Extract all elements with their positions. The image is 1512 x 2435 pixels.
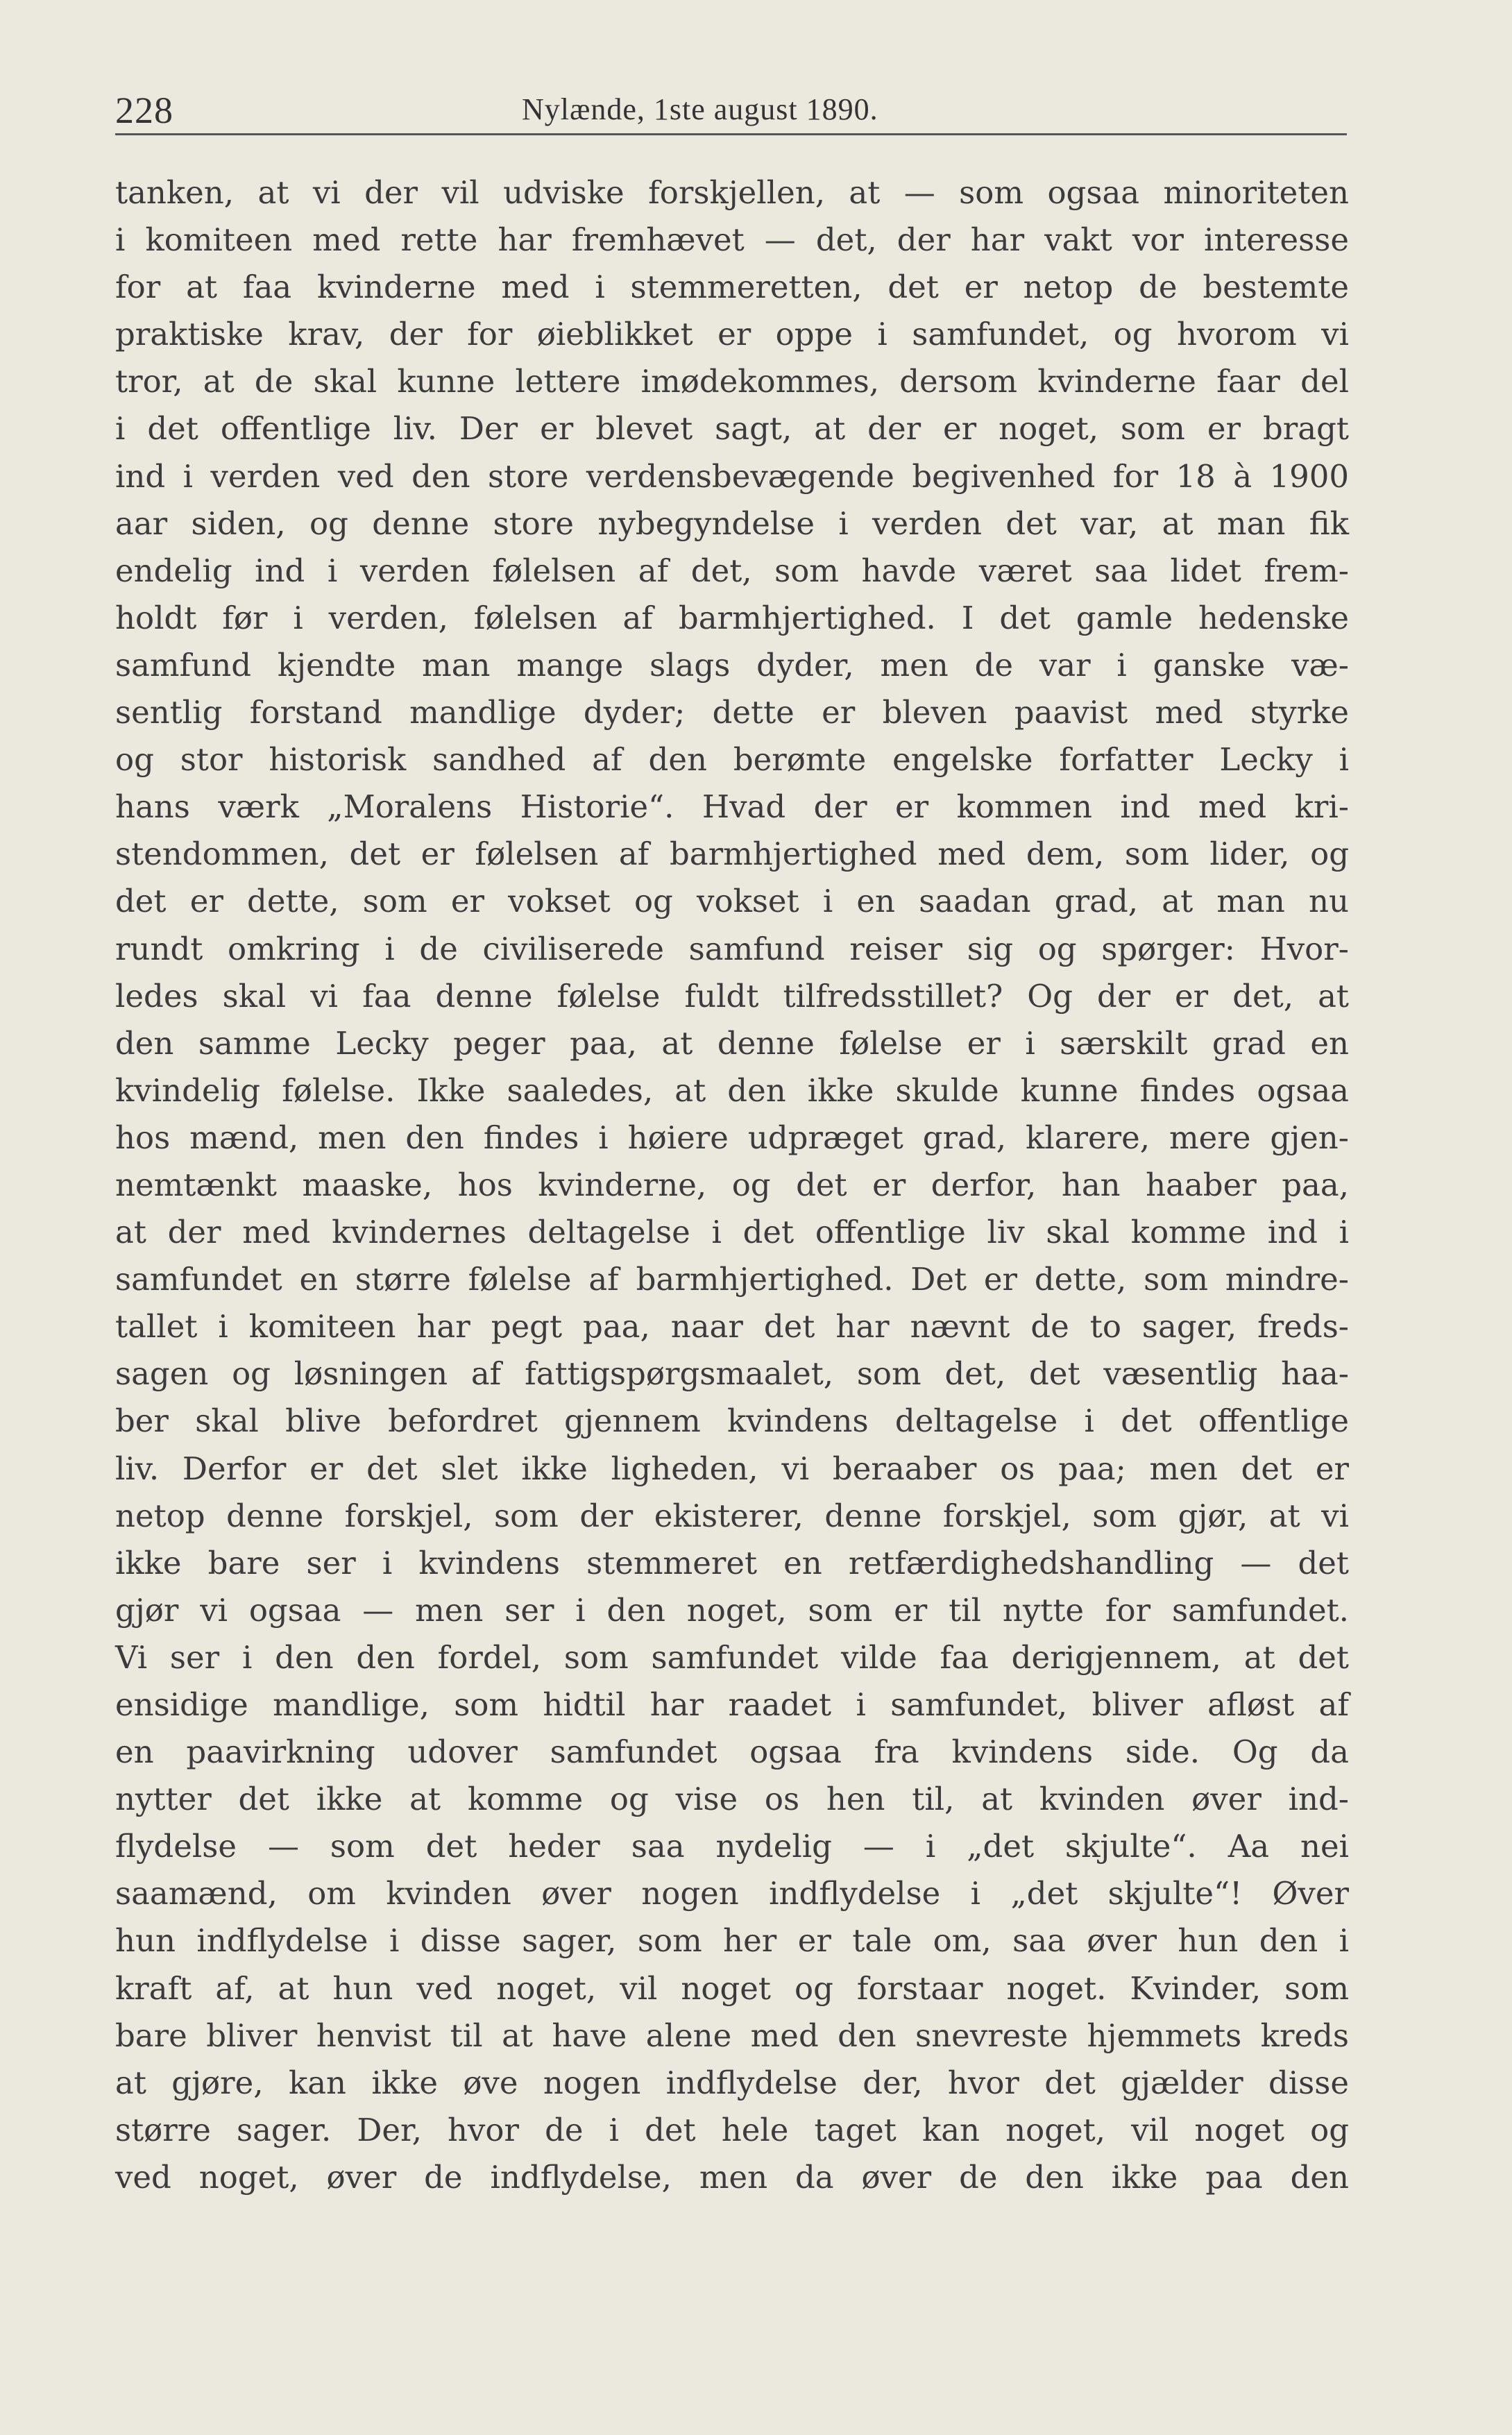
text-line: ensidige mandlige, som hidtil har raadet i samfundet, bliver afløst af [115,1686,1349,1723]
running-head: Nylænde, 1ste august 1890. [522,92,878,126]
text-line: tror, at de skal kunne lettere imødekommes, dersom kvinderne faar del [115,363,1349,400]
text-line: sagen og løsningen af fattigspørgsmaalet, som det, det væsentlig haa- [115,1355,1349,1393]
text-line: den samme Lecky peger paa, at denne følelse er i særskilt grad en [115,1024,1349,1062]
text-line: at gjøre, kan ikke øve nogen indflydelse der, hvor det gjælder disse [115,2064,1349,2101]
text-line: endelig ind i verden følelsen af det, som havde været saa lidet frem- [115,552,1349,589]
text-line: Vi ser i den den fordel, som samfundet vilde faa derigjennem, at det [115,1638,1349,1676]
text-line: samfundet en større følelse af barmhjertighed. Det er dette, som mindre- [115,1261,1349,1298]
text-line: rundt omkring i de civiliserede samfund reiser sig og spørger: Hvor- [115,930,1349,967]
text-line: sentlig forstand mandlige dyder; dette er bleven paavist med styrke [115,694,1349,731]
text-line: flydelse — som det heder saa nydelig — i „det skjulte“. Aa nei [115,1828,1349,1865]
text-line: kvindelig følelse. Ikke saaledes, at den ikke skulde kunne findes ogsaa [115,1071,1349,1109]
text-line: ved noget, øver de indflydelse, men da øver de den ikke paa den [115,2158,1349,2196]
text-line: i det offentlige liv. Der er blevet sagt, at der er noget, som er bragt [115,410,1349,448]
text-line: holdt før i verden, følelsen af barmhjertighed. I det gamle hedenske [115,599,1349,636]
text-line: nytter det ikke at komme og vise os hen til, at kvinden øver ind- [115,1781,1349,1818]
text-line: aar siden, og denne store nybegyndelse i verden det var, at man fik [115,504,1349,542]
text-line: det er dette, som er vokset og vokset i en saadan grad, at man nu [115,883,1349,920]
text-line: kraft af, at hun ved noget, vil noget og forstaar noget. Kvinder, som [115,1969,1349,2007]
page-number: 228 [115,90,173,131]
page-header [115,85,1347,133]
text-line: tanken, at vi der vil udviske forskjellen, at — som ogsaa minoriteten [115,174,1349,211]
text-line: hos mænd, men den findes i høiere udpræget grad, klarere, mere gjen- [115,1119,1349,1156]
text-line: saamænd, om kvinden øver nogen indflydelse i „det skjulte“! Øver [115,1875,1349,1912]
text-line: større sager. Der, hvor de i det hele taget kan noget, vil noget og [115,2111,1349,2148]
text-line: for at faa kvinderne med i stemmeretten, det er netop de bestemte [115,269,1349,306]
text-line: netop denne forskjel, som der ekisterer, denne forskjel, som gjør, at vi [115,1497,1349,1534]
text-line: tallet i komiteen har pegt paa, naar det har nævnt de to sager, freds- [115,1308,1349,1346]
text-line: at der med kvindernes deltagelse i det offentlige liv skal komme ind i [115,1214,1349,1251]
text-line: ikke bare ser i kvindens stemmeret en retfærdighedshandling — det [115,1544,1349,1581]
text-line: og stor historisk sandhed af den berømte engelske forfatter Lecky i [115,741,1349,779]
text-line: stendommen, det er følelsen af barmhjertighed med dem, som lider, og [115,835,1349,873]
text-line: nemtænkt maaske, hos kvinderne, og det er derfor, han haaber paa, [115,1166,1349,1203]
text-line: samfund kjendte man mange slags dyder, men de var i ganske væ- [115,646,1349,684]
text-line: liv. Derfor er det slet ikke ligheden, vi beraaber os paa; men det er [115,1450,1349,1487]
text-line: ind i verden ved den store verdensbevægende begivenhed for 18 à 1900 [115,457,1349,495]
text-line: en paavirkning udover samfundet ogsaa fra kvindens side. Og da [115,1733,1349,1771]
text-line: praktiske krav, der for øieblikket er oppe i samfundet, og hvorom vi [115,316,1349,353]
text-line: ledes skal vi faa denne følelse fuldt tilfredsstillet? Og der er det, at [115,977,1349,1015]
text-line: i komiteen med rette har fremhævet — det, der har vakt vor interesse [115,221,1349,259]
body-text [115,169,1349,2201]
header-rule [115,133,1347,135]
text-line: bare bliver henvist til at have alene med den snevreste hjemmets kreds [115,2017,1349,2054]
text-line: ber skal blive befordret gjennem kvindens deltagelse i det offentlige [115,1402,1349,1440]
text-line: hun indflydelse i disse sager, som her er tale om, saa øver hun den i [115,1922,1349,1960]
text-line: hans værk „Moralens Historie“. Hvad der er kommen ind med kri- [115,788,1349,826]
text-line: gjør vi ogsaa — men ser i den noget, som er til nytte for samfundet. [115,1591,1349,1629]
